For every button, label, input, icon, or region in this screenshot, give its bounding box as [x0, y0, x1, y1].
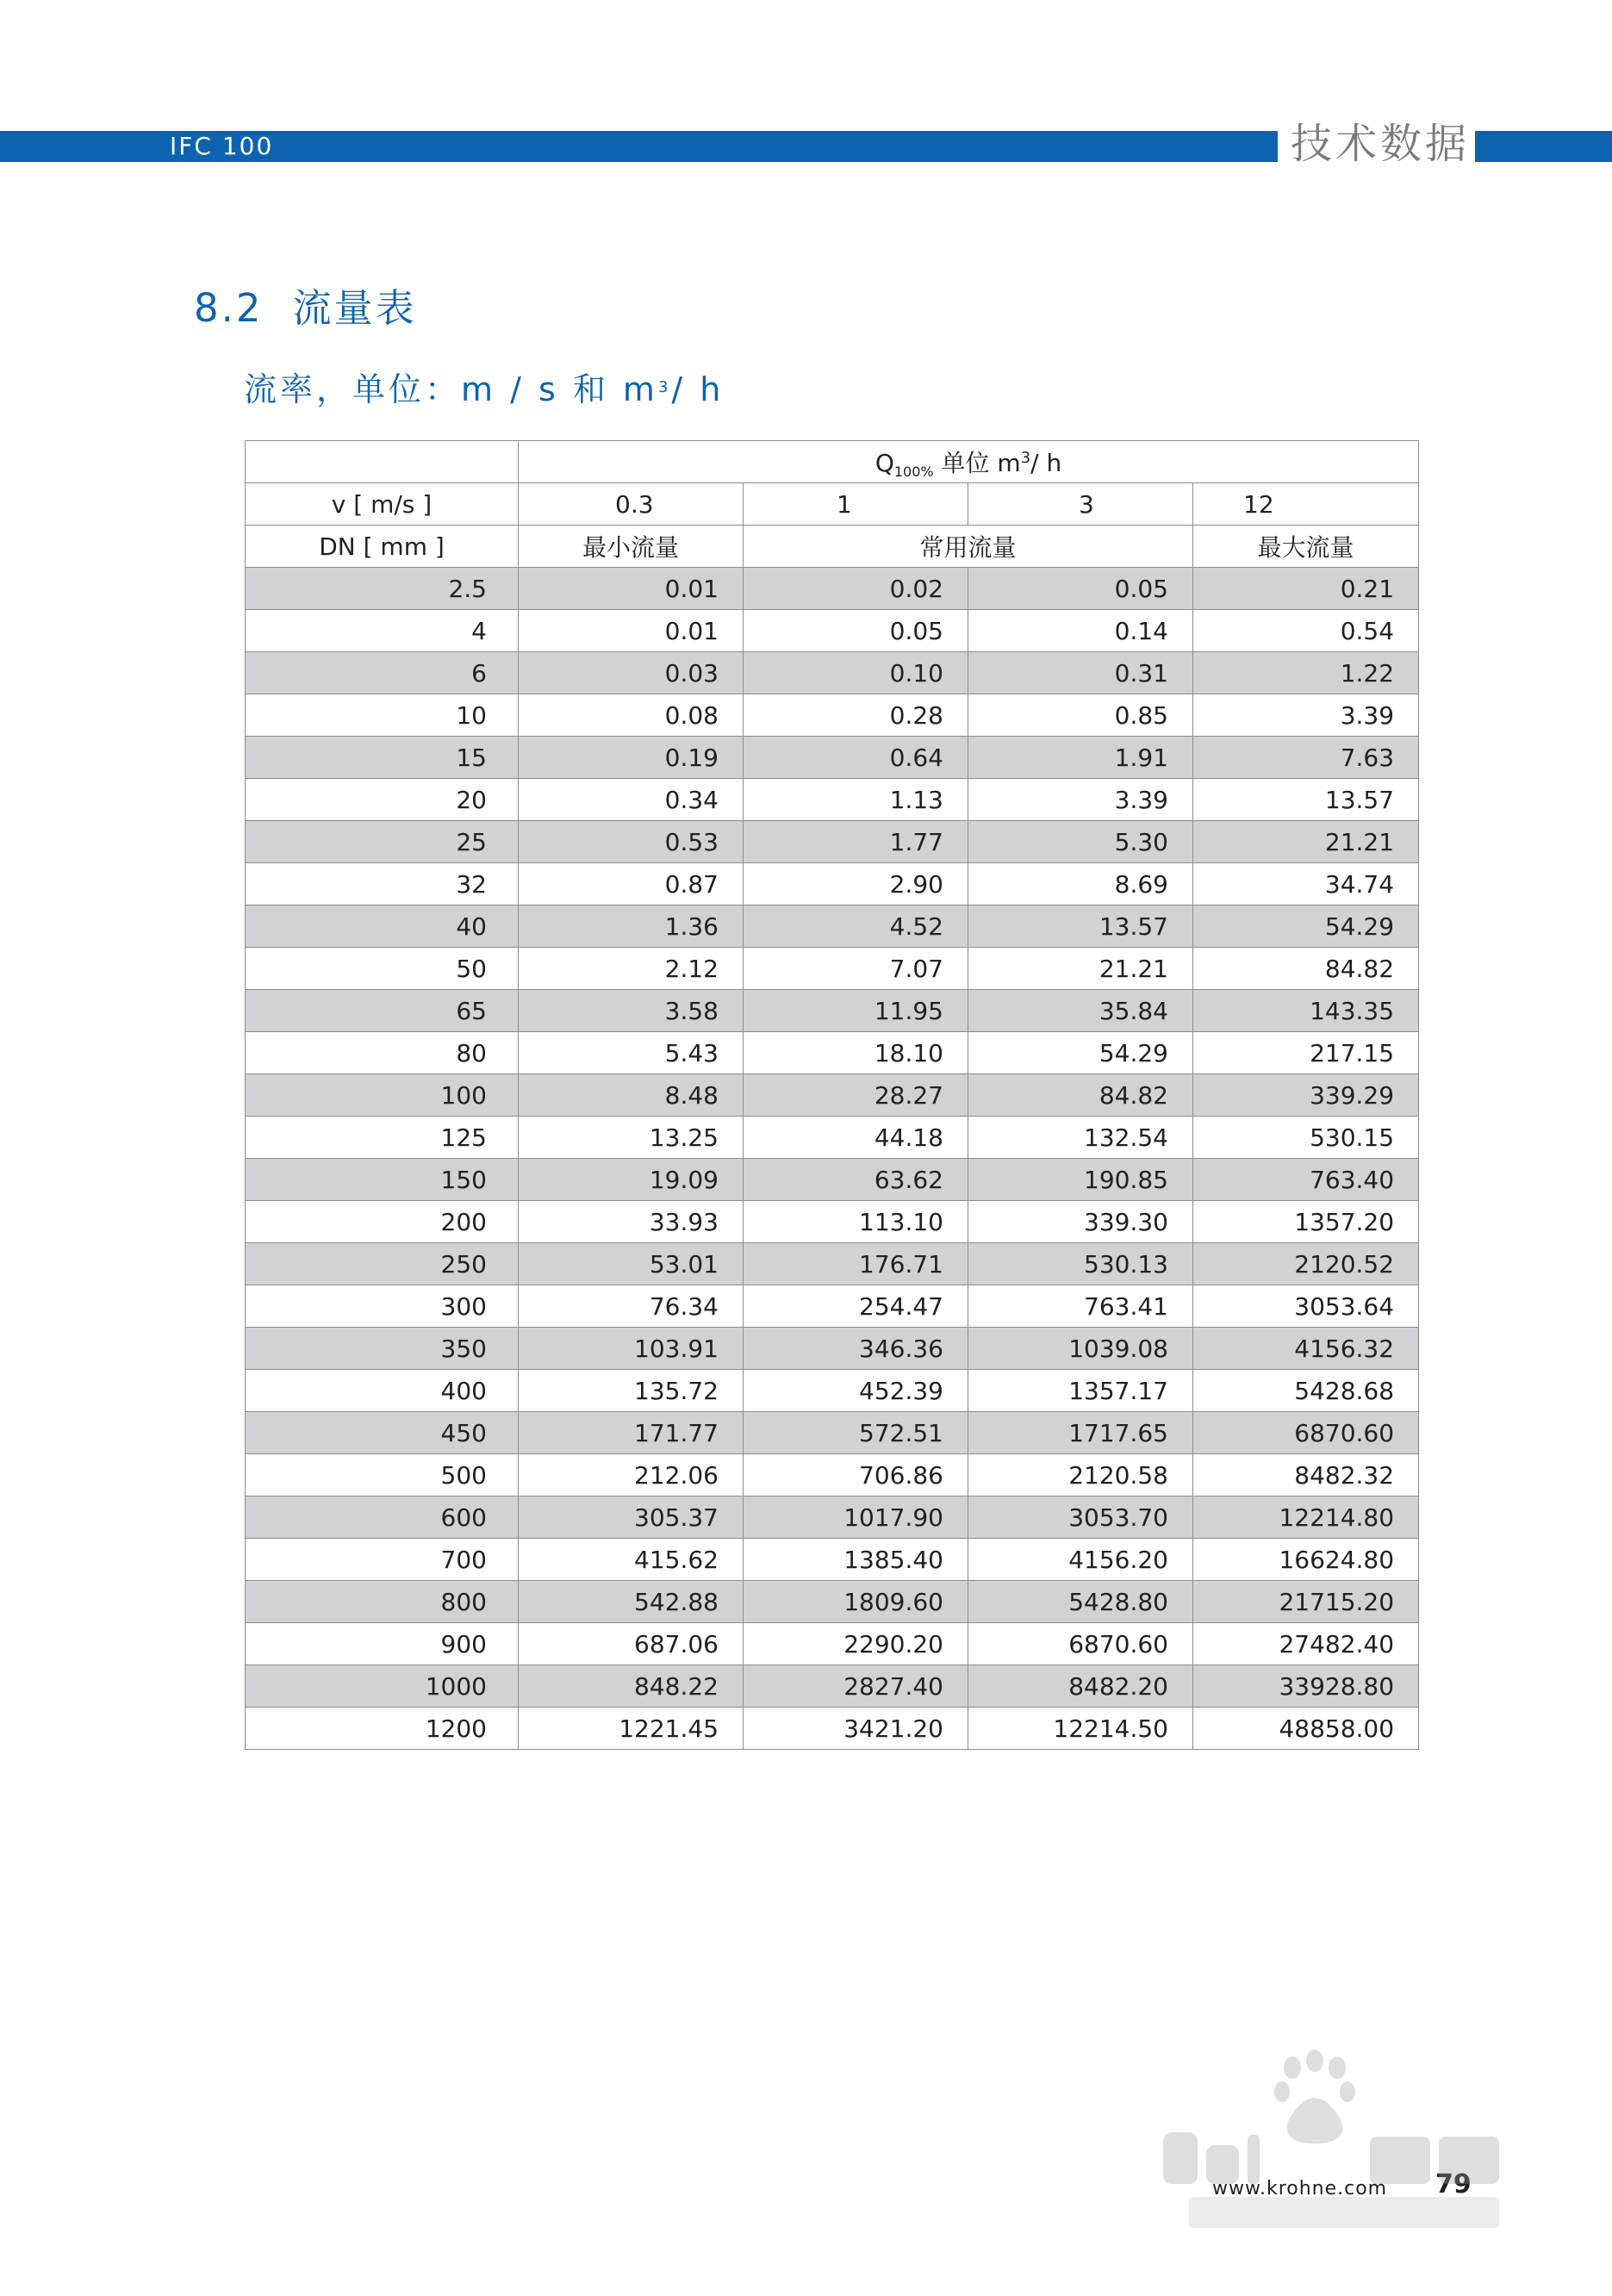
dn-cell: 80: [246, 1032, 519, 1074]
flow-value-cell: 452.39: [744, 1370, 968, 1412]
page-number: 79: [1435, 2169, 1472, 2200]
flow-value-cell: 171.77: [519, 1412, 744, 1454]
table-row: [246, 1032, 1419, 1074]
table-row: [246, 863, 1419, 905]
flow-value-cell: 0.19: [519, 737, 744, 779]
table-row: [246, 1285, 1419, 1328]
dn-cell: 25: [246, 821, 519, 863]
dn-cell: 500: [246, 1454, 519, 1496]
flow-value-cell: 3.58: [519, 990, 744, 1032]
flow-value-cell: 2.90: [744, 863, 968, 905]
flow-value-cell: 2290.20: [744, 1623, 968, 1665]
flow-value-cell: 16624.80: [1193, 1539, 1419, 1581]
flow-value-cell: 0.01: [519, 568, 744, 610]
min-flow-label: 最小流量: [519, 526, 744, 568]
table-row: [246, 694, 1419, 737]
flow-value-cell: 21.21: [968, 948, 1193, 990]
dn-cell: 900: [246, 1623, 519, 1665]
flow-value-cell: 572.51: [744, 1412, 968, 1454]
flow-value-cell: 12214.50: [968, 1708, 1193, 1750]
dn-cell: 10: [246, 694, 519, 737]
table-row: [246, 568, 1419, 610]
flow-value-cell: 0.02: [744, 568, 968, 610]
flow-value-cell: 2.12: [519, 948, 744, 990]
flow-value-cell: 8482.32: [1193, 1454, 1419, 1496]
flow-value-cell: 33.93: [519, 1201, 744, 1243]
flow-value-cell: 1.13: [744, 779, 968, 821]
flow-value-cell: 1.22: [1193, 652, 1419, 694]
flow-value-cell: 1.77: [744, 821, 968, 863]
header-row-dn: [246, 526, 1419, 568]
flow-value-cell: 76.34: [519, 1285, 744, 1328]
heading-number: 8.2: [194, 285, 264, 331]
table-row: [246, 1412, 1419, 1454]
flow-value-cell: 0.87: [519, 863, 744, 905]
q-label: Q: [874, 448, 894, 477]
flow-value-cell: 0.01: [519, 610, 744, 652]
flow-value-cell: 2120.58: [968, 1454, 1193, 1496]
baidu-watermark-logo: [1137, 2042, 1534, 2240]
velocity-label: v [ m/s ]: [246, 483, 519, 526]
flow-value-cell: 132.54: [968, 1117, 1193, 1159]
dn-label: DN [ mm ]: [246, 526, 519, 568]
flow-value-cell: 63.62: [744, 1159, 968, 1201]
flow-value-cell: 0.10: [744, 652, 968, 694]
flow-value-cell: 8482.20: [968, 1665, 1193, 1708]
dn-cell: 125: [246, 1117, 519, 1159]
flow-value-cell: 0.85: [968, 694, 1193, 737]
flow-value-cell: 0.03: [519, 652, 744, 694]
table-row: [246, 610, 1419, 652]
flow-value-cell: 8.69: [968, 863, 1193, 905]
flow-value-cell: 1039.08: [968, 1328, 1193, 1370]
table-row: [246, 1708, 1419, 1750]
header-bar-right: [1475, 131, 1612, 162]
flow-value-cell: 5428.80: [968, 1581, 1193, 1623]
flow-value-cell: 4156.32: [1193, 1328, 1419, 1370]
flow-table: [245, 440, 1419, 1750]
flow-value-cell: 33928.80: [1193, 1665, 1419, 1708]
dn-cell: 350: [246, 1328, 519, 1370]
flow-value-cell: 848.22: [519, 1665, 744, 1708]
dn-cell: 200: [246, 1201, 519, 1243]
velocity-value: 1: [744, 483, 968, 526]
table-row: [246, 1370, 1419, 1412]
table-row: [246, 1328, 1419, 1370]
table-row: [246, 737, 1419, 779]
table-row: [246, 1159, 1419, 1201]
flow-value-cell: 18.10: [744, 1032, 968, 1074]
flow-value-cell: 12214.80: [1193, 1496, 1419, 1539]
table-row: [246, 1623, 1419, 1665]
velocity-value: 12: [1193, 483, 1419, 526]
flow-value-cell: 415.62: [519, 1539, 744, 1581]
flow-value-cell: 7.63: [1193, 737, 1419, 779]
table-subheading: [244, 362, 724, 414]
flow-value-cell: 0.05: [968, 568, 1193, 610]
dn-cell: 150: [246, 1159, 519, 1201]
flow-value-cell: 305.37: [519, 1496, 744, 1539]
table-row: [246, 1581, 1419, 1623]
flow-value-cell: 0.05: [744, 610, 968, 652]
flow-value-cell: 0.28: [744, 694, 968, 737]
footer-url: www.krohne.com: [1212, 2178, 1388, 2200]
q-subscript: 100%: [893, 463, 934, 480]
flow-value-cell: 5428.68: [1193, 1370, 1419, 1412]
dn-cell: 600: [246, 1496, 519, 1539]
velocity-value: 3: [968, 483, 1193, 526]
flow-value-cell: 44.18: [744, 1117, 968, 1159]
flow-value-cell: 5.30: [968, 821, 1193, 863]
table-row: [246, 905, 1419, 948]
flow-value-cell: 3053.64: [1193, 1285, 1419, 1328]
header-row-velocity: [246, 483, 1419, 526]
flow-value-cell: 54.29: [968, 1032, 1193, 1074]
flow-value-cell: 0.34: [519, 779, 744, 821]
flow-value-cell: 4156.20: [968, 1539, 1193, 1581]
flow-value-cell: 3053.70: [968, 1496, 1193, 1539]
flow-value-cell: 84.82: [1193, 948, 1419, 990]
flow-value-cell: 3421.20: [744, 1708, 968, 1750]
flow-value-cell: 212.06: [519, 1454, 744, 1496]
flow-value-cell: 84.82: [968, 1074, 1193, 1117]
dn-cell: 100: [246, 1074, 519, 1117]
q-label-mid: 单位 m: [933, 448, 1021, 477]
flow-value-cell: 530.13: [968, 1243, 1193, 1285]
flow-value-cell: 339.30: [968, 1201, 1193, 1243]
dn-cell: 4: [246, 610, 519, 652]
flow-value-cell: 48858.00: [1193, 1708, 1419, 1750]
flow-value-cell: 1385.40: [744, 1539, 968, 1581]
dn-cell: 400: [246, 1370, 519, 1412]
flow-value-cell: 53.01: [519, 1243, 744, 1285]
flow-value-cell: 35.84: [968, 990, 1193, 1032]
flow-value-cell: 135.72: [519, 1370, 744, 1412]
flow-value-cell: 19.09: [519, 1159, 744, 1201]
flow-value-cell: 542.88: [519, 1581, 744, 1623]
q-label-post: / h: [1030, 448, 1062, 477]
flow-value-cell: 1.91: [968, 737, 1193, 779]
flow-value-cell: 687.06: [519, 1623, 744, 1665]
table-row: [246, 948, 1419, 990]
flow-value-cell: 21715.20: [1193, 1581, 1419, 1623]
dn-cell: 40: [246, 905, 519, 948]
flow-value-cell: 0.08: [519, 694, 744, 737]
subheading-superscript: 3: [657, 378, 672, 396]
flow-value-cell: 706.86: [744, 1454, 968, 1496]
header-empty-cell: [246, 441, 519, 483]
table-row: [246, 1665, 1419, 1708]
flow-value-cell: 3.39: [1193, 694, 1419, 737]
table-row: [246, 1117, 1419, 1159]
flow-value-cell: 190.85: [968, 1159, 1193, 1201]
flow-value-cell: 0.54: [1193, 610, 1419, 652]
flow-value-cell: 0.21: [1193, 568, 1419, 610]
q-superscript: 3: [1020, 448, 1031, 467]
table-row: [246, 1243, 1419, 1285]
flow-value-cell: 113.10: [744, 1201, 968, 1243]
flow-value-cell: 0.31: [968, 652, 1193, 694]
dn-cell: 700: [246, 1539, 519, 1581]
flow-value-cell: 0.64: [744, 737, 968, 779]
table-row: [246, 990, 1419, 1032]
page-heading: [194, 280, 417, 337]
flow-value-cell: 0.53: [519, 821, 744, 863]
q-unit-header: [519, 441, 1419, 483]
dn-cell: 2.5: [246, 568, 519, 610]
table-row: [246, 1496, 1419, 1539]
flow-value-cell: 0.14: [968, 610, 1193, 652]
flow-value-cell: 1357.17: [968, 1370, 1193, 1412]
flow-value-cell: 4.52: [744, 905, 968, 948]
table-row: [246, 779, 1419, 821]
table-row: [246, 1201, 1419, 1243]
flow-value-cell: 11.95: [744, 990, 968, 1032]
normal-flow-label: 常用流量: [744, 526, 1193, 568]
flow-value-cell: 7.07: [744, 948, 968, 990]
dn-cell: 15: [246, 737, 519, 779]
flow-value-cell: 1357.20: [1193, 1201, 1419, 1243]
dn-cell: 50: [246, 948, 519, 990]
section-title: 技术数据: [1290, 120, 1470, 168]
flow-value-cell: 8.48: [519, 1074, 744, 1117]
flow-value-cell: 6870.60: [968, 1623, 1193, 1665]
table-row: [246, 1539, 1419, 1581]
header-row-q: [246, 441, 1419, 483]
flow-value-cell: 103.91: [519, 1328, 744, 1370]
flow-value-cell: 13.57: [1193, 779, 1419, 821]
dn-cell: 20: [246, 779, 519, 821]
subheading-text: 流率，单位：m / s 和 m: [244, 370, 658, 408]
dn-cell: 1200: [246, 1708, 519, 1750]
table-row: [246, 821, 1419, 863]
dn-cell: 1000: [246, 1665, 519, 1708]
dn-cell: 250: [246, 1243, 519, 1285]
flow-value-cell: 254.47: [744, 1285, 968, 1328]
dn-cell: 300: [246, 1285, 519, 1328]
flow-value-cell: 27482.40: [1193, 1623, 1419, 1665]
subheading-text-post: / h: [671, 370, 725, 408]
flow-value-cell: 1017.90: [744, 1496, 968, 1539]
flow-value-cell: 5.43: [519, 1032, 744, 1074]
flow-value-cell: 346.36: [744, 1328, 968, 1370]
max-flow-label: 最大流量: [1193, 526, 1419, 568]
velocity-value: 0.3: [519, 483, 744, 526]
flow-value-cell: 1809.60: [744, 1581, 968, 1623]
flow-value-cell: 13.57: [968, 905, 1193, 948]
flow-value-cell: 763.40: [1193, 1159, 1419, 1201]
flow-value-cell: 339.29: [1193, 1074, 1419, 1117]
flow-value-cell: 3.39: [968, 779, 1193, 821]
flow-value-cell: 2120.52: [1193, 1243, 1419, 1285]
table-row: [246, 1454, 1419, 1496]
flow-value-cell: 21.21: [1193, 821, 1419, 863]
flow-value-cell: 54.29: [1193, 905, 1419, 948]
flow-value-cell: 1.36: [519, 905, 744, 948]
product-name: IFC 100: [170, 132, 274, 160]
dn-cell: 800: [246, 1581, 519, 1623]
dn-cell: 450: [246, 1412, 519, 1454]
flow-value-cell: 1717.65: [968, 1412, 1193, 1454]
flow-value-cell: 143.35: [1193, 990, 1419, 1032]
table-row: [246, 652, 1419, 694]
flow-value-cell: 530.15: [1193, 1117, 1419, 1159]
flow-value-cell: 34.74: [1193, 863, 1419, 905]
flow-value-cell: 176.71: [744, 1243, 968, 1285]
flow-value-cell: 1221.45: [519, 1708, 744, 1750]
flow-value-cell: 13.25: [519, 1117, 744, 1159]
dn-cell: 6: [246, 652, 519, 694]
flow-value-cell: 217.15: [1193, 1032, 1419, 1074]
dn-cell: 32: [246, 863, 519, 905]
dn-cell: 65: [246, 990, 519, 1032]
flow-value-cell: 2827.40: [744, 1665, 968, 1708]
flow-value-cell: 763.41: [968, 1285, 1193, 1328]
flow-value-cell: 28.27: [744, 1074, 968, 1117]
flow-value-cell: 6870.60: [1193, 1412, 1419, 1454]
heading-title: 流量表: [292, 285, 417, 331]
table-row: [246, 1074, 1419, 1117]
